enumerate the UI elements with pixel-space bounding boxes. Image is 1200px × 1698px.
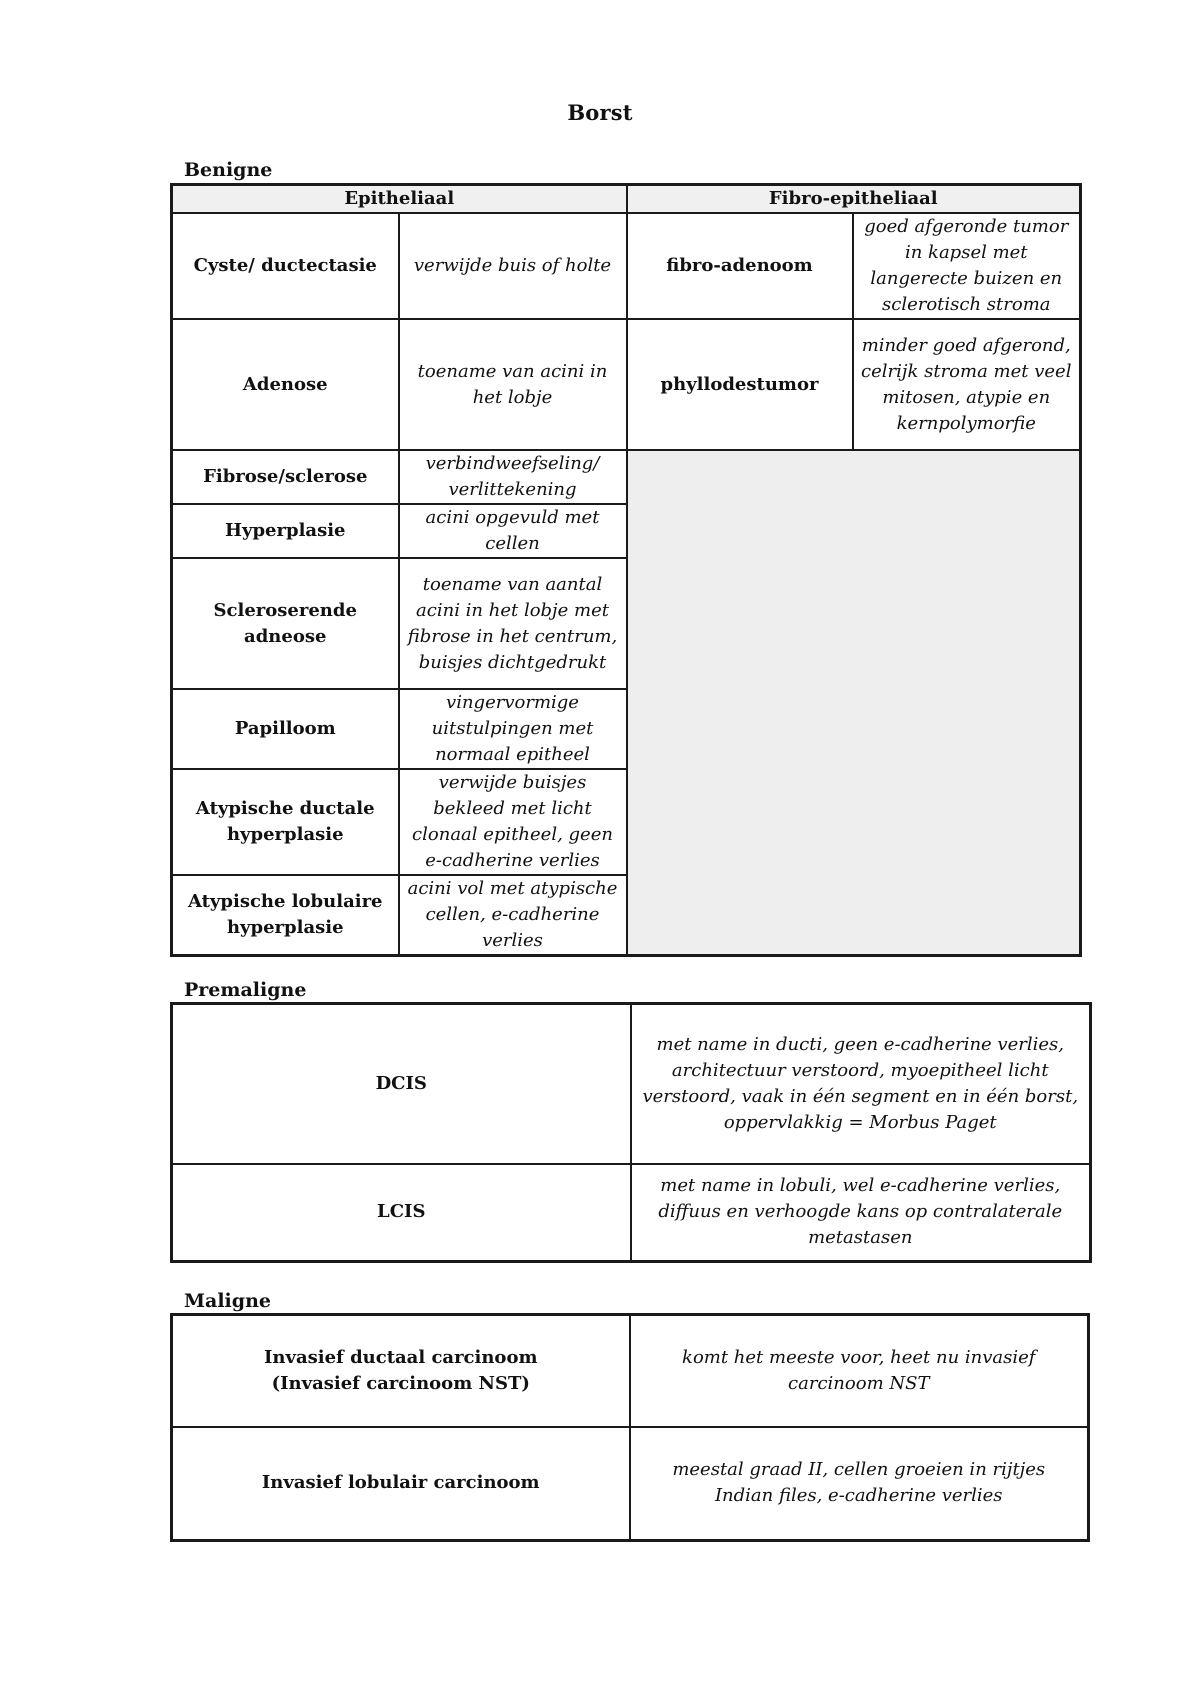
malign-desc-ilc: meestal graad II, cellen groeien in rijtjes Indian files, e-cadherine verlies <box>630 1427 1089 1541</box>
benign-desc-adh: verwijde buisjes bekleed met licht clonaal epitheel, geen e-cadherine verlies <box>399 769 627 875</box>
header-fibro-epithelial: Fibro-epitheliaal <box>627 185 1081 214</box>
benign-term-papilloom: Papilloom <box>172 689 399 769</box>
fibro-term-adenoom: fibro-adenoom <box>627 213 853 319</box>
benigne-table <box>170 183 1082 957</box>
benign-desc-scleroserende: toename van aantal acini in het lobje met fibrose in het centrum, buisjes dichtgedrukt <box>399 558 627 689</box>
benigne-heading: Benigne <box>184 159 273 181</box>
benign-desc-papilloom: vingervormige uitstulpingen met normaal epitheel <box>399 689 627 769</box>
malign-term-idc-line2: (Invasief carcinoom NST) <box>271 1372 530 1394</box>
premaligne-table <box>170 1002 1092 1263</box>
benign-term-hyperplasie: Hyperplasie <box>172 504 399 558</box>
fibro-desc-adenoom: goed afgeronde tumor in kapsel met langerecte buizen en sclerotisch stroma <box>853 213 1081 319</box>
benign-desc-hyperplasie: acini opgevuld met cellen <box>399 504 627 558</box>
malign-term-idc-line1: Invasief ductaal carcinoom <box>264 1346 538 1368</box>
premalign-desc-lcis: met name in lobuli, wel e-cadherine verlies, diffuus en verhoogde kans op contralaterale metastasen <box>631 1164 1091 1262</box>
fibro-desc-phyllodes: minder goed afgerond, celrijk stroma met veel mitosen, atypie en kernpolymorfie <box>853 319 1081 450</box>
header-epithelial: Epitheliaal <box>172 185 627 214</box>
malign-term-ilc <box>172 1427 630 1541</box>
fibro-term-phyllodes: phyllodestumor <box>627 319 853 450</box>
benign-desc-alh: acini vol met atypische cellen, e-cadherine verlies <box>399 875 627 956</box>
malign-term-idc <box>172 1315 630 1427</box>
empty-gray-area <box>627 450 1081 956</box>
benign-term-scleroserende: Scleroserende adneose <box>172 558 399 689</box>
maligne-table <box>170 1313 1090 1542</box>
benign-term-cyste: Cyste/ ductectasie <box>172 213 399 319</box>
premalign-term-dcis: DCIS <box>172 1004 631 1164</box>
benign-desc-fibrose: verbindweefseling/ verlittekening <box>399 450 627 504</box>
premalign-term-lcis: LCIS <box>172 1164 631 1262</box>
benign-desc-cyste: verwijde buis of holte <box>399 213 627 319</box>
benign-term-adenose: Adenose <box>172 319 399 450</box>
benign-term-alh: Atypische lobulaire hyperplasie <box>172 875 399 956</box>
premalign-desc-dcis: met name in ducti, geen e-cadherine verlies, architectuur verstoord, myoepitheel licht verstoord, vaak in één segment en in één borst, oppervlakkig = Morbus Paget <box>631 1004 1091 1164</box>
premaligne-heading: Premaligne <box>184 979 307 1001</box>
page-title: Borst <box>567 100 633 125</box>
malign-term-ilc-line1: Invasief lobulair carcinoom <box>261 1472 540 1494</box>
malign-desc-idc: komt het meeste voor, heet nu invasief carcinoom NST <box>630 1315 1089 1427</box>
benign-desc-adenose: toename van acini in het lobje <box>399 319 627 450</box>
benign-term-adh: Atypische ductale hyperplasie <box>172 769 399 875</box>
maligne-heading: Maligne <box>184 1290 271 1312</box>
benign-term-fibrose: Fibrose/sclerose <box>172 450 399 504</box>
